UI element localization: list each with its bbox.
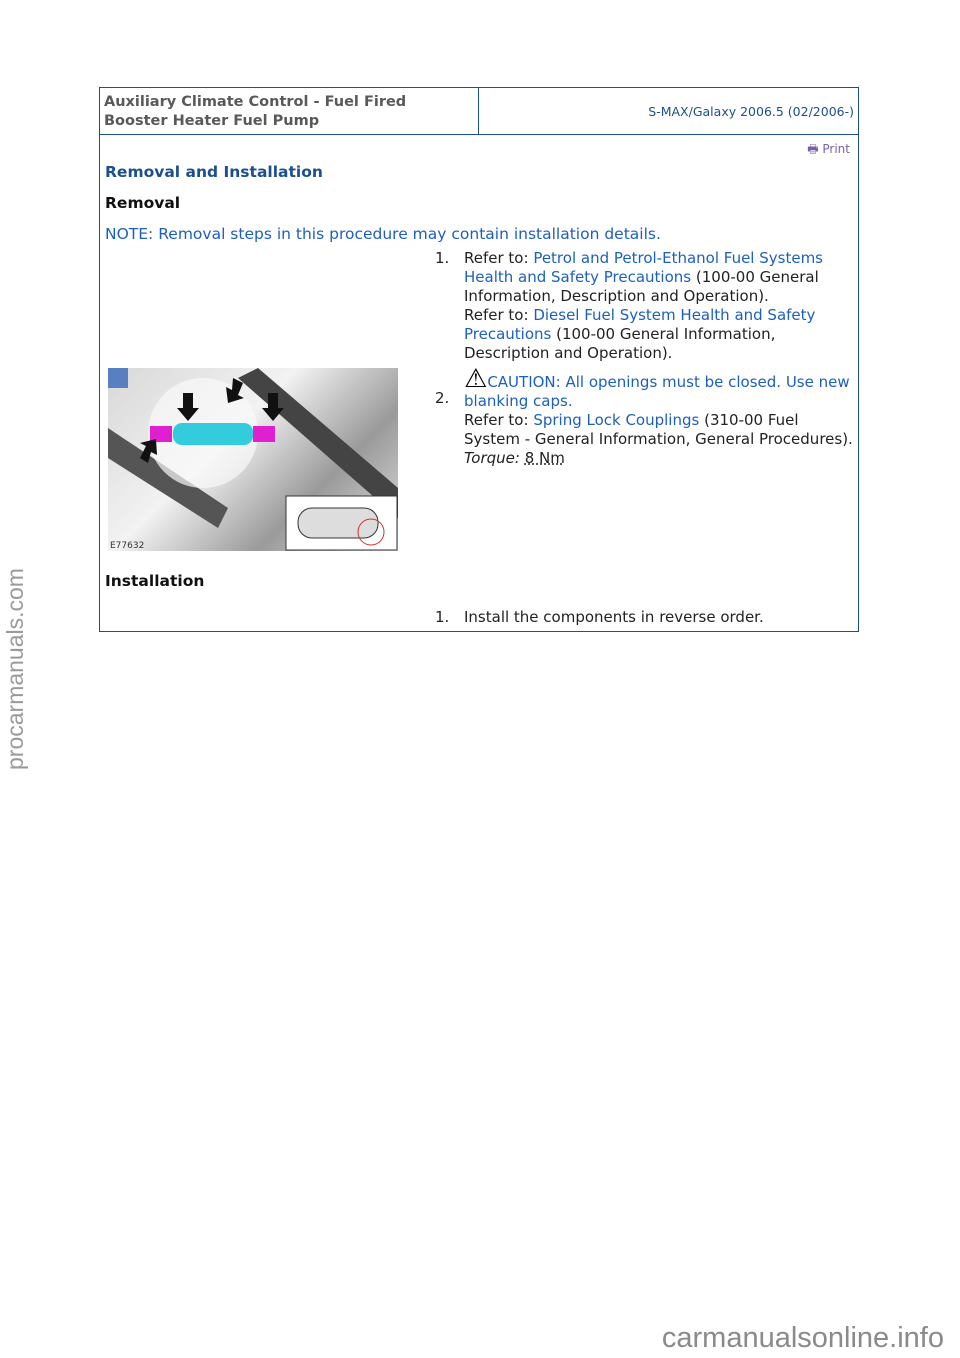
fuel-pump-illustration [108,368,398,551]
step-2 [464,364,854,468]
title-line: Auxiliary Climate Control - Fuel Fired [104,94,407,110]
component-figure[interactable] [108,368,398,551]
figure-id: E77632 [110,541,145,551]
print-label: Print [822,142,850,156]
zoom-icon [108,368,128,388]
step-text: (100-00 General Information, Description and Operation). [464,268,819,305]
page-title [100,88,479,134]
print-button[interactable] [807,140,850,161]
step-text: (100-00 General Information, Description and Operation). [464,325,776,362]
step-text: (310-00 Fuel System - General Information, General Procedures). [464,411,853,448]
torque-value: 8 Nm [524,449,565,467]
refer-label: Refer to: [464,411,534,429]
link-spring-lock[interactable]: Spring Lock Couplings [533,411,700,429]
removal-heading: Removal [105,194,181,212]
link-diesel-safety[interactable]: Diesel Fuel System Health and Safety Precautions [464,306,816,343]
step-number: 1. [435,608,450,626]
refer-label: Refer to: [464,249,534,267]
install-step-1: Install the components in reverse order. [464,608,764,626]
warning-icon: ⚠ [464,364,488,394]
link-petrol-safety[interactable]: Petrol and Petrol-Ethanol Fuel Systems Health and Safety Precautions [464,249,823,286]
bottom-watermark: carmanualsonline.info [661,1322,944,1354]
printer-icon: 🖶 [807,142,819,156]
refer-label: Refer to: [464,306,534,324]
procedure-frame [99,87,859,632]
caution-text: CAUTION: All openings must be closed. Use new blanking caps. [464,373,850,410]
step-number: 2. [435,389,450,407]
model-label: S-MAX/Galaxy 2006.5 (02/2006-) [648,104,854,119]
torque-label: Torque: [464,449,520,467]
step-number: 1. [435,249,450,267]
section-title: Removal and Installation [105,163,323,181]
installation-heading: Installation [105,572,205,590]
step-1 [464,249,854,363]
header [100,88,858,135]
side-watermark: procarmanuals.com [2,568,28,770]
note: NOTE: Removal steps in this procedure may contain installation details. [105,225,661,243]
title-line: Booster Heater Fuel Pump [104,113,320,129]
